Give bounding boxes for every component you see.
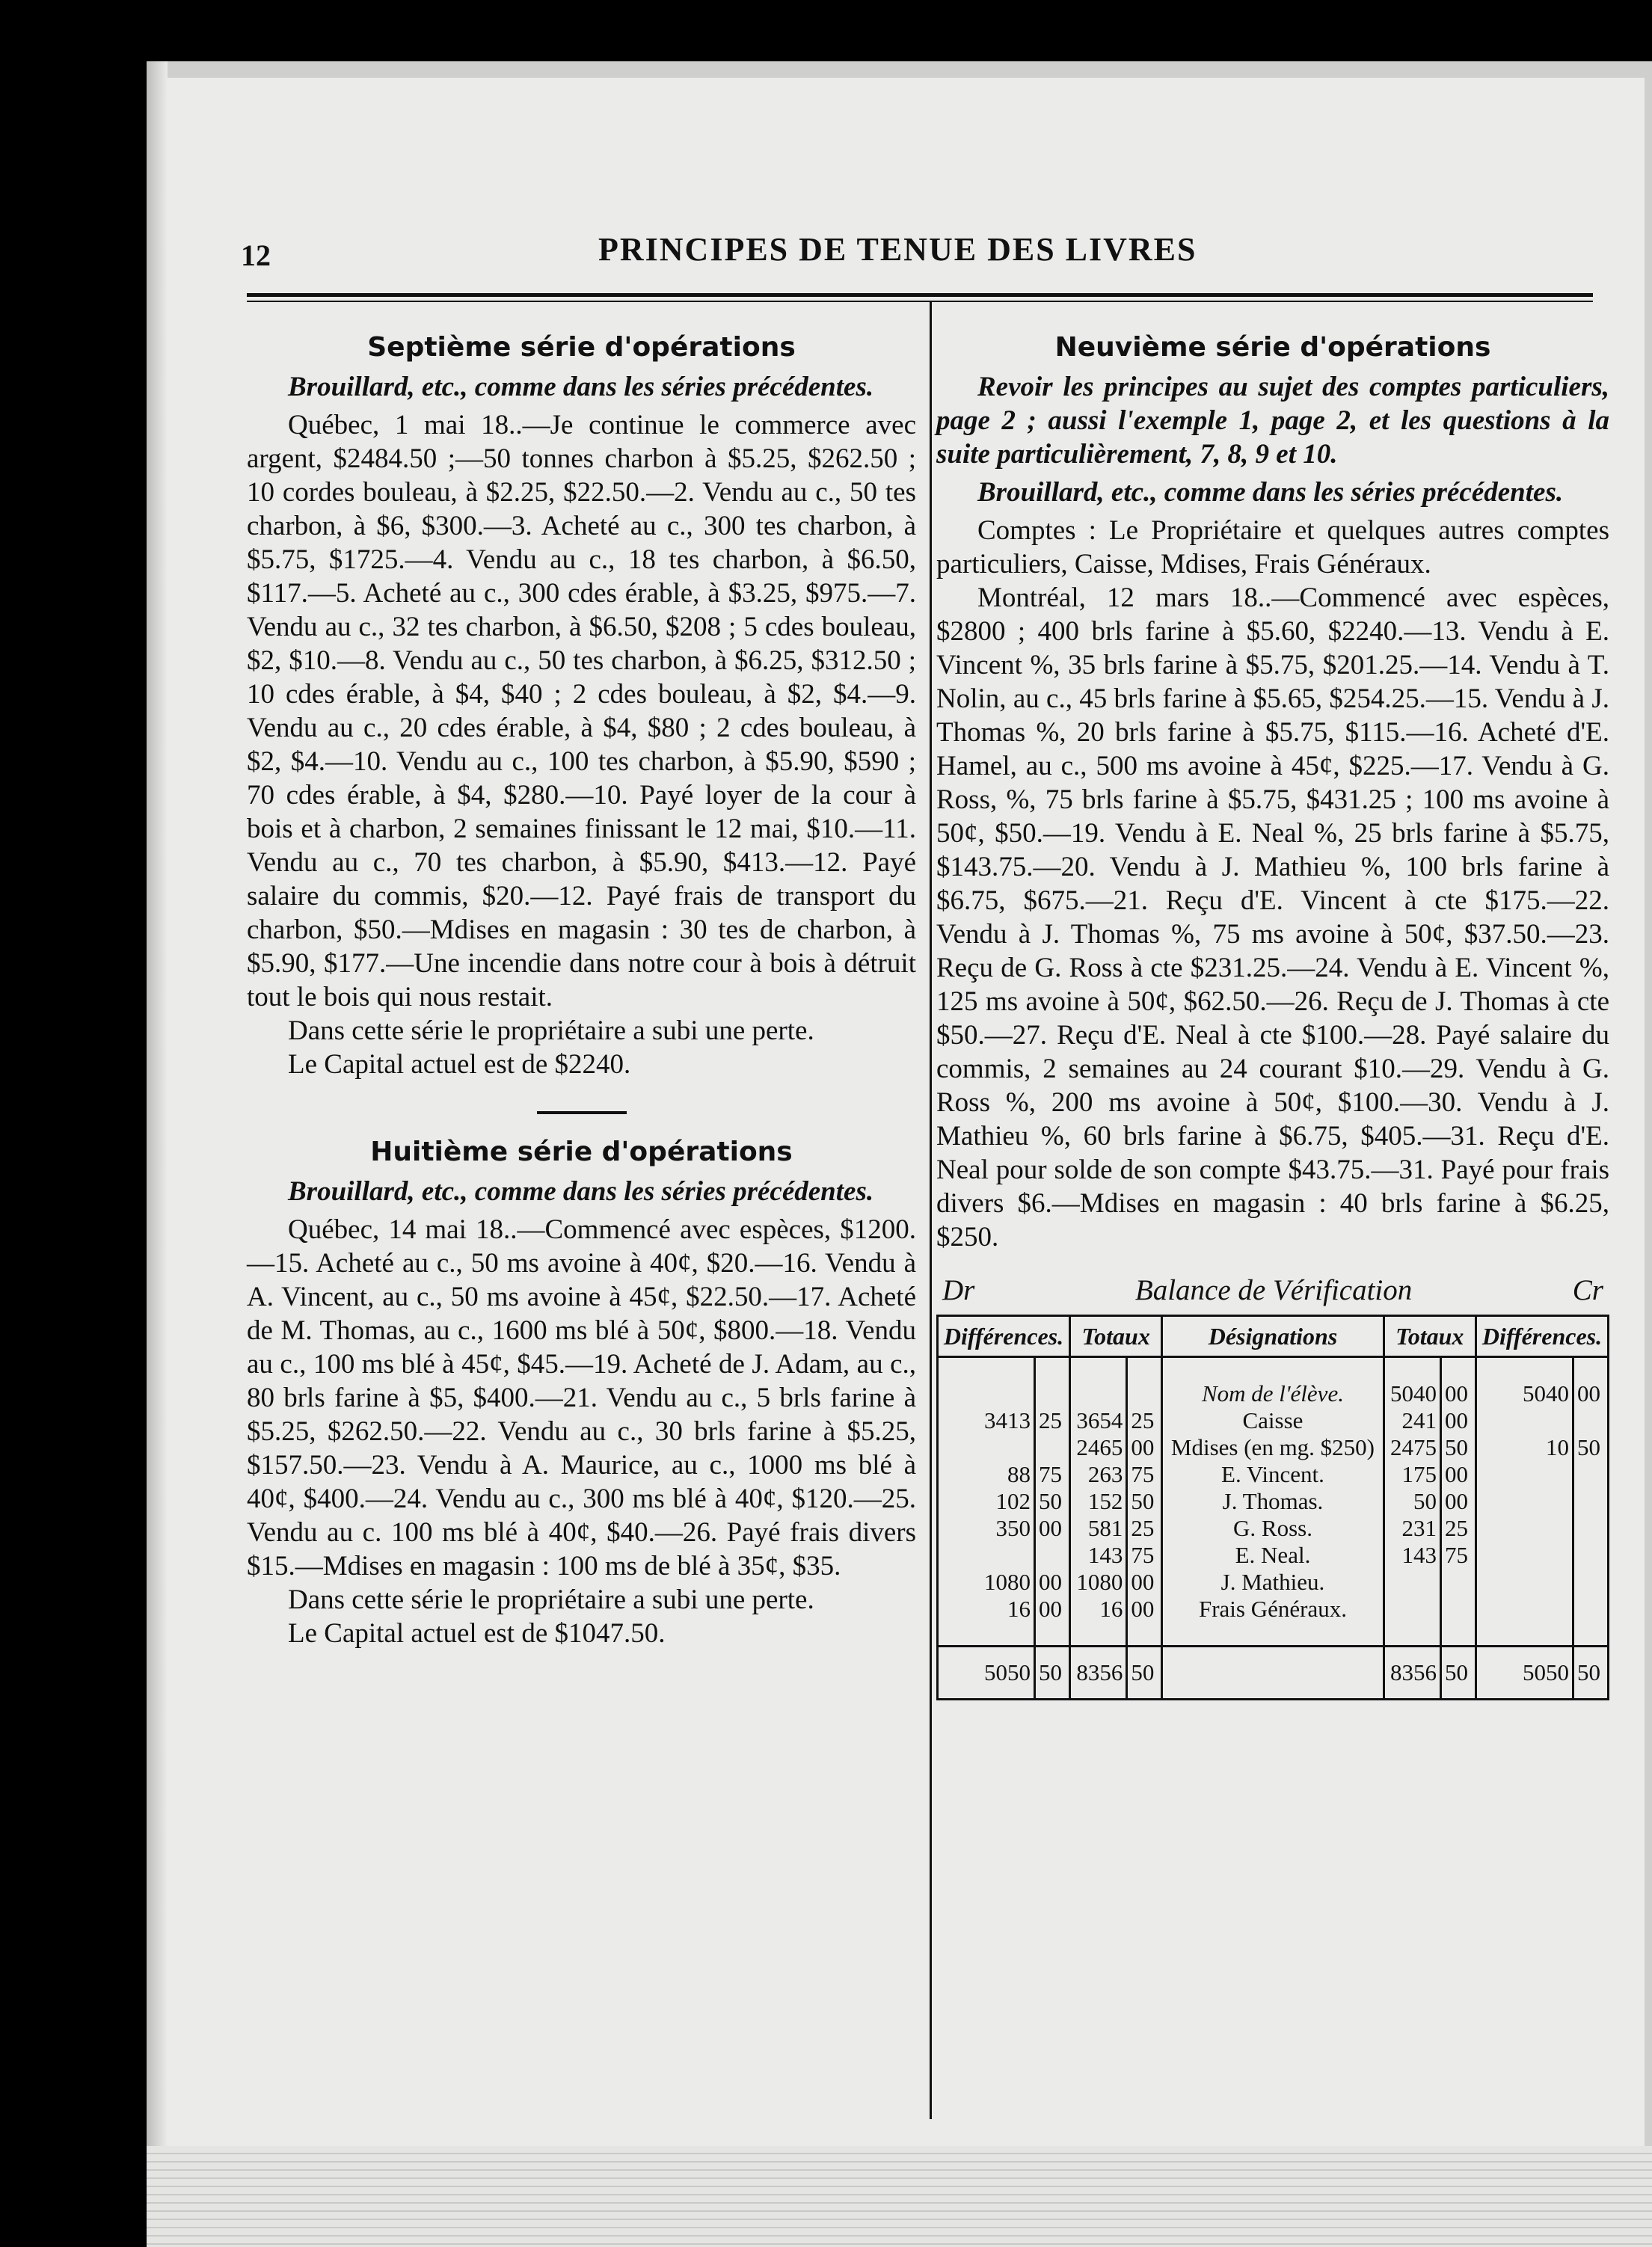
table-row bbox=[938, 1380, 1609, 1407]
balance-cr: Cr bbox=[1572, 1274, 1603, 1306]
cell-c1 bbox=[1035, 1434, 1070, 1461]
section-heading-9: Neuvième série d'opérations bbox=[1054, 332, 1491, 363]
cell-name: Caisse bbox=[1162, 1407, 1384, 1434]
cell-c2 bbox=[1573, 1461, 1609, 1488]
cell-ct1: 50 bbox=[1127, 1488, 1162, 1515]
cell-ct2: 00 bbox=[1440, 1488, 1476, 1515]
cell-ct2 bbox=[1440, 1569, 1476, 1596]
cell-d2 bbox=[1476, 1488, 1573, 1515]
page-edge-shadow bbox=[147, 61, 168, 2247]
cell-t1: 16 bbox=[1070, 1596, 1127, 1623]
left-column bbox=[247, 322, 916, 1650]
cell-t2: 8356 bbox=[1384, 1647, 1440, 1700]
cell-name: E. Neal. bbox=[1162, 1542, 1384, 1569]
cell-d1: 3413 bbox=[938, 1407, 1035, 1434]
balance-header bbox=[942, 1273, 1603, 1307]
cell-c1: 75 bbox=[1035, 1461, 1070, 1488]
cell-name: J. Thomas. bbox=[1162, 1488, 1384, 1515]
cell-ct2 bbox=[1440, 1596, 1476, 1623]
section-lead-9a: Revoir les principes au sujet des comptes particuliers, page 2 ; aussi l'exemple 1, page 2, et les questions à la suite particulièrement, 7, 8, 9 et 10. bbox=[936, 372, 1609, 470]
cell-name: J. Mathieu. bbox=[1162, 1569, 1384, 1596]
cell-d2 bbox=[1476, 1596, 1573, 1623]
section-capital-8: Le Capital actuel est de $1047.50. bbox=[288, 1618, 666, 1649]
cell-c2: 50 bbox=[1573, 1434, 1609, 1461]
cell-c1 bbox=[1035, 1542, 1070, 1569]
cell-d2: 5040 bbox=[1476, 1380, 1573, 1407]
cell-name: Nom de l'élève. bbox=[1162, 1380, 1384, 1407]
cell-t1: 152 bbox=[1070, 1488, 1127, 1515]
cell-t1: 581 bbox=[1070, 1515, 1127, 1542]
cell-c2: 50 bbox=[1573, 1647, 1609, 1700]
balance-dr: Dr bbox=[942, 1274, 975, 1306]
cell-d1 bbox=[938, 1380, 1035, 1407]
cell-t2: 175 bbox=[1384, 1461, 1440, 1488]
section-loss-7: Dans cette série le propriétaire a subi une perte. bbox=[288, 1015, 814, 1046]
cell-d1: 88 bbox=[938, 1461, 1035, 1488]
cell-c2 bbox=[1573, 1596, 1609, 1623]
table-row bbox=[938, 1515, 1609, 1542]
cell-d2 bbox=[1476, 1515, 1573, 1542]
balance-title: Balance de Vérification bbox=[1134, 1274, 1413, 1306]
table-total-row bbox=[938, 1647, 1609, 1700]
cell-c2 bbox=[1573, 1407, 1609, 1434]
section-lead-8: Brouillard, etc., comme dans les séries précédentes. bbox=[288, 1176, 874, 1207]
header-rule-thin bbox=[247, 301, 1593, 302]
cell-ct1: 00 bbox=[1127, 1569, 1162, 1596]
header-differences-cr: Différences. bbox=[1476, 1316, 1608, 1357]
cell-t2: 2475 bbox=[1384, 1434, 1440, 1461]
balance-table-header bbox=[938, 1316, 1609, 1357]
section-body-8: Québec, 14 mai 18..—Commencé avec espèces, $1200.—15. Acheté au c., 50 ms avoine à 40¢, $20.—16. Vendu à A. Vincent, au c., 50 ms avoine à 45¢, $22.50.—17. Acheté de M. Thomas, au c., 1600 ms blé à 50¢, $800.—18. Vendu au c., 100 ms blé à 45¢, $45.—19. Acheté de J. Adam, au c., 80 brls farine à $5, $400.—21. Vendu au c., 5 brls farine à $5.25, $262.50.—22. Vendu au c., 30 brls farine à $5.25, $157.50.—23. Vendu à A. Maurice, au c., 1000 ms blé à 40¢, $400.—24. Vendu au c., 300 ms blé à 40¢, $120.—25. Vendu au c. 100 ms blé à 40¢, $40.—26. Payé frais divers $15.—Mdises en magasin : 100 ms de blé à 35¢, $35. bbox=[247, 1214, 916, 1581]
section-capital-7: Le Capital actuel est de $2240. bbox=[288, 1049, 631, 1080]
table-row bbox=[938, 1407, 1609, 1434]
cell-d1: 350 bbox=[938, 1515, 1035, 1542]
balance-table-body bbox=[938, 1357, 1609, 1700]
cell-c2 bbox=[1573, 1569, 1609, 1596]
section-loss-8: Dans cette série le propriétaire a subi une perte. bbox=[288, 1584, 814, 1615]
cell-name: Frais Généraux. bbox=[1162, 1596, 1384, 1623]
section-body-7: Québec, 1 mai 18..—Je continue le commerce avec argent, $2484.50 ;—50 tonnes charbon à $5.25, $262.50 ; 10 cordes bouleau, à $2.25, $22.50.—2. Vendu au c., 50 tes charbon, à $6, $300.—3. Acheté au c., 300 tes charbon, à $5.75, $1725.—4. Vendu au c., 18 tes charbon, à $6.50, $117.—5. Acheté au c., 300 cdes érable, à $3.25, $975.—7. Vendu au c., 32 tes charbon, à $6.50, $208 ; 5 cdes bouleau, $2, $10.—8. Vendu au c., 50 tes charbon, à $6.25, $312.50 ; 10 cdes érable, à $4, $40 ; 2 cdes bouleau, à $2, $4.—9. Vendu au c., 20 cdes érable, à $4, $80 ; 2 cdes bouleau, à $2, $4.—10. Vendu au c., 100 tes charbon, à $5.90, $590 ; 70 cdes érable, à $4, $280.—10. Payé loyer de la cour à bois et à charbon, 2 semaines finissant le 12 mai, $10.—11. Vendu au c., 70 tes charbon, à $5.90, $413.—12. Payé salaire du commis, $20.—12. Payé frais de transport du charbon, $50.—Mdises en magasin : 30 tes de charbon, à $5.90, $177.—Une incendie dans notre cour à bois à détruit tout le bois qui nous restait. bbox=[247, 410, 916, 1012]
header-totaux-cr: Totaux bbox=[1384, 1316, 1476, 1357]
cell-d2 bbox=[1476, 1407, 1573, 1434]
header-designations: Désignations bbox=[1162, 1316, 1384, 1357]
cell-ct2: 00 bbox=[1440, 1461, 1476, 1488]
cell-ct1: 00 bbox=[1127, 1434, 1162, 1461]
right-column bbox=[936, 322, 1609, 1700]
cell-d2 bbox=[1476, 1461, 1573, 1488]
cell-ct1: 50 bbox=[1127, 1647, 1162, 1700]
cell-d1 bbox=[938, 1542, 1035, 1569]
table-row bbox=[938, 1542, 1609, 1569]
section-separator bbox=[537, 1111, 627, 1114]
cell-c2 bbox=[1573, 1488, 1609, 1515]
page-stack-edges bbox=[147, 2146, 1652, 2247]
cell-t1: 2465 bbox=[1070, 1434, 1127, 1461]
section-lead-7: Brouillard, etc., comme dans les séries précédentes. bbox=[288, 372, 874, 402]
balance-table bbox=[936, 1315, 1609, 1700]
cell-t2 bbox=[1384, 1596, 1440, 1623]
cell-ct2: 00 bbox=[1440, 1407, 1476, 1434]
section-lead-9b: Brouillard, etc., comme dans les séries précédentes. bbox=[977, 477, 1564, 508]
column-divider bbox=[930, 302, 932, 2119]
cell-t1: 1080 bbox=[1070, 1569, 1127, 1596]
cell-t2: 231 bbox=[1384, 1515, 1440, 1542]
cell-c1: 00 bbox=[1035, 1596, 1070, 1623]
cell-ct1: 75 bbox=[1127, 1542, 1162, 1569]
cell-ct2: 75 bbox=[1440, 1542, 1476, 1569]
cell-d2 bbox=[1476, 1542, 1573, 1569]
cell-ct2: 25 bbox=[1440, 1515, 1476, 1542]
cell-name: E. Vincent. bbox=[1162, 1461, 1384, 1488]
cell-t1 bbox=[1070, 1380, 1127, 1407]
header-rule bbox=[247, 293, 1593, 297]
cell-ct1: 00 bbox=[1127, 1596, 1162, 1623]
cell-t1: 8356 bbox=[1070, 1647, 1127, 1700]
cell-ct1: 25 bbox=[1127, 1515, 1162, 1542]
table-row bbox=[938, 1569, 1609, 1596]
cell-ct2: 00 bbox=[1440, 1380, 1476, 1407]
cell-d1: 5050 bbox=[938, 1647, 1035, 1700]
table-row bbox=[938, 1596, 1609, 1623]
cell-ct1: 75 bbox=[1127, 1461, 1162, 1488]
section-heading-8: Huitième série d'opérations bbox=[370, 1137, 793, 1167]
cell-t2: 143 bbox=[1384, 1542, 1440, 1569]
cell-c1: 00 bbox=[1035, 1515, 1070, 1542]
section-heading-7: Septième série d'opérations bbox=[367, 332, 796, 363]
table-row bbox=[938, 1434, 1609, 1461]
cell-t2: 5040 bbox=[1384, 1380, 1440, 1407]
cell-c1: 50 bbox=[1035, 1647, 1070, 1700]
cell-d1: 16 bbox=[938, 1596, 1035, 1623]
cell-t1: 263 bbox=[1070, 1461, 1127, 1488]
page-number: 12 bbox=[241, 239, 271, 272]
cell-t2: 241 bbox=[1384, 1407, 1440, 1434]
cell-name: Mdises (en mg. $250) bbox=[1162, 1434, 1384, 1461]
section-comptes-9: Comptes : Le Propriétaire et quelques autres comptes particuliers, Caisse, Mdises, Frais Généraux. bbox=[936, 515, 1609, 580]
cell-t2 bbox=[1384, 1569, 1440, 1596]
cell-d2: 5050 bbox=[1476, 1647, 1573, 1700]
cell-d2: 10 bbox=[1476, 1434, 1573, 1461]
table-spacer-row bbox=[938, 1623, 1609, 1647]
cell-name bbox=[1162, 1647, 1384, 1700]
cell-c1: 00 bbox=[1035, 1569, 1070, 1596]
cell-c1: 50 bbox=[1035, 1488, 1070, 1515]
cell-t2: 50 bbox=[1384, 1488, 1440, 1515]
cell-c2: 00 bbox=[1573, 1380, 1609, 1407]
cell-c1: 25 bbox=[1035, 1407, 1070, 1434]
cell-ct2: 50 bbox=[1440, 1434, 1476, 1461]
cell-ct1 bbox=[1127, 1380, 1162, 1407]
cell-t1: 3654 bbox=[1070, 1407, 1127, 1434]
cell-d1: 1080 bbox=[938, 1569, 1035, 1596]
cell-c2 bbox=[1573, 1515, 1609, 1542]
header-totaux-dr: Totaux bbox=[1070, 1316, 1162, 1357]
cell-ct1: 25 bbox=[1127, 1407, 1162, 1434]
cell-c2 bbox=[1573, 1542, 1609, 1569]
table-row bbox=[938, 1488, 1609, 1515]
header-differences-dr: Différences. bbox=[938, 1316, 1070, 1357]
cell-name: G. Ross. bbox=[1162, 1515, 1384, 1542]
table-spacer-row bbox=[938, 1357, 1609, 1381]
cell-ct2: 50 bbox=[1440, 1647, 1476, 1700]
section-body-9: Montréal, 12 mars 18..—Commencé avec espèces, $2800 ; 400 brls farine à $5.60, $2240.—13. Vendu à E. Vincent %, 35 brls farine à $5.75, $201.25.—14. Vendu à T. Nolin, au c., 45 brls farine à $5.65, $254.25.—15. Vendu à J. Thomas %, 20 brls farine à $5.75, $115.—16. Acheté d'E. Hamel, au c., 500 ms avoine à 45¢, $225.—17. Vendu à G. Ross, %, 75 brls farine à $5.75, $431.25 ; 100 ms avoine à 50¢, $50.—19. Vendu à E. Neal %, 25 brls farine à $5.75, $143.75.—20. Vendu à J. Mathieu %, 100 brls farine à $6.75, $675.—21. Reçu d'E. Vincent à cte $175.—22. Vendu à J. Thomas %, 75 ms avoine à 50¢, $37.50.—23. Reçu de G. Ross à cte $231.25.—24. Vendu à E. Vincent %, 125 ms avoine à 50¢, $62.50.—26. Reçu de J. Thomas à cte $50.—27. Reçu d'E. Neal à cte $100.—28. Payé salaire du commis, 2 semaines au 24 courant $10.—29. Vendu à G. Ross %, 200 ms avoine à 50¢, $100.—30. Vendu à J. Mathieu %, 60 brls farine à $6.75, $405.—31. Reçu d'E. Neal pour solde de son compte $43.75.—31. Payé pour frais divers $6.—Mdises en magasin : 40 brls farine à $6.25, $250. bbox=[936, 583, 1609, 1252]
table-row bbox=[938, 1461, 1609, 1488]
cell-d1: 102 bbox=[938, 1488, 1035, 1515]
cell-d2 bbox=[1476, 1569, 1573, 1596]
running-title: PRINCIPES DE TENUE DES LIVRES bbox=[598, 231, 1197, 268]
cell-c1 bbox=[1035, 1380, 1070, 1407]
cell-t1: 143 bbox=[1070, 1542, 1127, 1569]
cell-d1 bbox=[938, 1434, 1035, 1461]
